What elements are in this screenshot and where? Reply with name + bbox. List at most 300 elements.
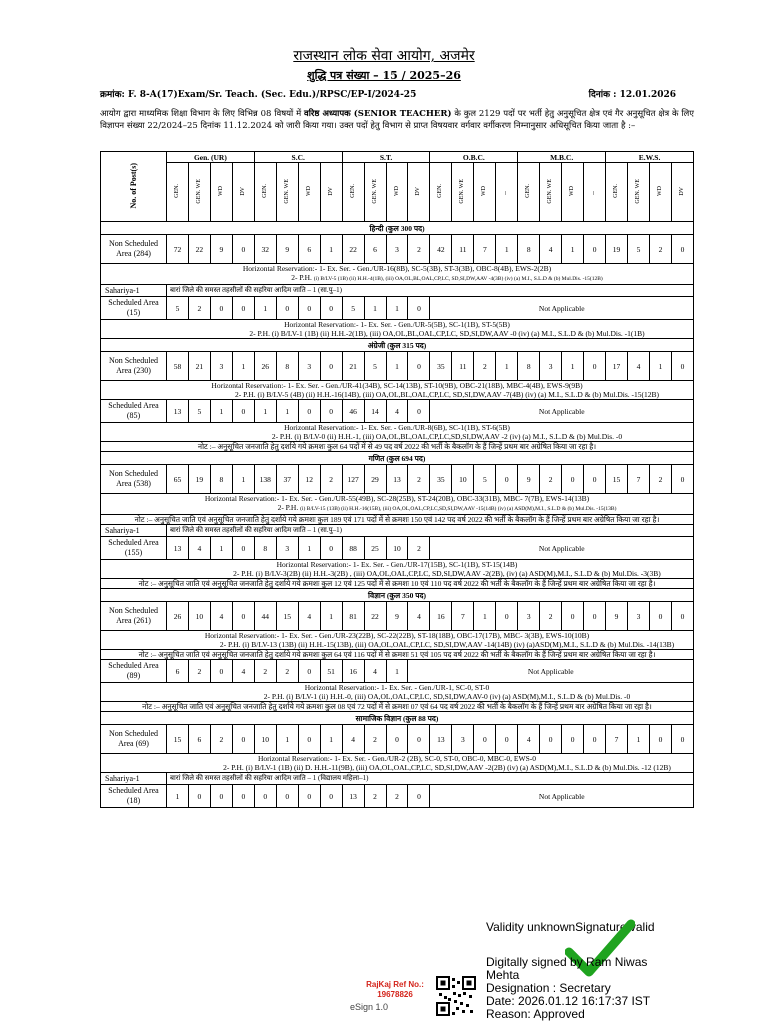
reference-line bbox=[100, 87, 676, 100]
subcategory-header: GEN. bbox=[342, 163, 364, 222]
table-cell: 4 bbox=[188, 537, 210, 560]
table-cell: 2 bbox=[649, 465, 671, 494]
table-cell: 1 bbox=[364, 297, 386, 320]
table-cell: 5 bbox=[474, 465, 496, 494]
table-cell: 1 bbox=[276, 725, 298, 754]
not-applicable: Not Applicable bbox=[430, 297, 694, 320]
table-cell: 8 bbox=[254, 537, 276, 560]
table-cell: 4 bbox=[342, 725, 364, 754]
esign-label: eSign 1.0 bbox=[350, 1002, 389, 1012]
subcategory-header: GEN. WE bbox=[276, 163, 298, 222]
subject-title-row bbox=[101, 222, 694, 235]
table-cell: 0 bbox=[386, 725, 408, 754]
horizontal-reservation-row bbox=[101, 381, 694, 400]
row-label: Scheduled Area (89) bbox=[101, 660, 167, 683]
table-cell: 0 bbox=[298, 785, 320, 808]
table-cell: 25 bbox=[364, 537, 386, 560]
table-cell: 1 bbox=[320, 235, 342, 264]
subcategory-header: GEN. bbox=[518, 163, 540, 222]
table-cell: 0 bbox=[584, 235, 606, 264]
not-applicable: Not Applicable bbox=[430, 537, 694, 560]
table-cell: 13 bbox=[430, 725, 452, 754]
table-cell: 19 bbox=[188, 465, 210, 494]
validity-status: Validity unknownSignature valid bbox=[486, 920, 655, 934]
row-label: Scheduled Area (155) bbox=[101, 537, 167, 560]
row-label: Scheduled Area (18) bbox=[101, 785, 167, 808]
ref-label: क्रमांक: bbox=[100, 90, 125, 100]
table-cell: 0 bbox=[320, 400, 342, 423]
table-cell: 0 bbox=[210, 785, 232, 808]
horizontal-reservation: Horizontal Reservation:- 1- Ex. Ser. - Gen./UR-23(22B), SC-22(22B), ST-18(18B), OBC-17(17B), MBC- 3(3B), EWS-10(10B) 2- P.H. (i) B/LV-13 (13B) (ii) H.H.-15(13B), (iii) OA,OL,OAL,CP,LC, SD,SI,DW,AAV -14(14B) (iv) (a)ASD(M),M.I., S.L.D & (b) Mul.Dis. -14(13B) bbox=[101, 631, 694, 650]
subcategory-header: GEN. bbox=[430, 163, 452, 222]
table-cell: 1 bbox=[649, 352, 671, 381]
table-cell: 138 bbox=[254, 465, 276, 494]
horizontal-reservation: Horizontal Reservation:- 1- Ex. Ser. - Gen./UR-1, SC-0, ST-0 2- P.H. (i) B/LV-1 (ii) H.H.-0, (iii) OA,OL,OAL,CP,LC, SD,SI,DW,AAV-0 (iv) (a) ASD(M),M.I., S.L.D & (b) Mul.Dis. -0 bbox=[101, 683, 694, 702]
table-cell: 1 bbox=[496, 235, 518, 264]
category-header-row bbox=[101, 152, 694, 163]
table-cell: 0 bbox=[584, 465, 606, 494]
intro-bold: वरिष्ठ अध्यापक (SENIOR TEACHER) bbox=[304, 109, 452, 119]
row-label: Non Scheduled Area (230) bbox=[101, 352, 167, 381]
date-value: 12.01.2026 bbox=[619, 90, 676, 100]
category-header: S.T. bbox=[342, 152, 430, 163]
table-cell: 81 bbox=[342, 602, 364, 631]
table-cell: 0 bbox=[232, 725, 254, 754]
row-label: Non Scheduled Area (538) bbox=[101, 465, 167, 494]
horizontal-reservation: Horizontal Reservation:- 1- Ex. Ser. - Gen./UR-5(5B), SC-1(1B), ST-5(5B) 2- P.H. (i) B/LV-1 (1B) (ii) H.H.-2(1B), (iii) OA,OL,BL,OAL,CP,LC, SD,SI,DW,AAV -0 (iv) (a) M.I., S.L.D & (b) Mul.Dis. -1(1B) bbox=[101, 320, 694, 339]
table-cell: 3 bbox=[386, 235, 408, 264]
table-cell: 2 bbox=[364, 785, 386, 808]
table-cell: 0 bbox=[649, 725, 671, 754]
table-cell: 22 bbox=[342, 235, 364, 264]
table-cell: 8 bbox=[518, 352, 540, 381]
subcategory-header: GEN. WE bbox=[628, 163, 650, 222]
table-cell: 8 bbox=[276, 352, 298, 381]
subject-title-row bbox=[101, 339, 694, 352]
table-cell: 0 bbox=[188, 785, 210, 808]
table-cell: 11 bbox=[452, 352, 474, 381]
rajkaj-label: RajKaj Ref No.: bbox=[366, 980, 424, 989]
table-cell: 4 bbox=[364, 660, 386, 683]
signature-line-2: Mehta bbox=[486, 968, 520, 982]
subcategory-header: GEN. WE bbox=[188, 163, 210, 222]
table-cell: 6 bbox=[188, 725, 210, 754]
qr-code-icon bbox=[436, 976, 476, 1016]
subcategory-header-row bbox=[101, 163, 694, 222]
table-cell: 1 bbox=[298, 537, 320, 560]
subcategory-header: DV bbox=[320, 163, 342, 222]
table-cell: 6 bbox=[364, 235, 386, 264]
table-cell: 3 bbox=[628, 602, 650, 631]
subcategory-header: GEN. bbox=[167, 163, 189, 222]
table-cell: 10 bbox=[452, 465, 474, 494]
table-cell: 0 bbox=[540, 725, 562, 754]
table-cell: 0 bbox=[562, 725, 584, 754]
table-cell: 14 bbox=[364, 400, 386, 423]
table-cell: 15 bbox=[167, 725, 189, 754]
sahariya-row bbox=[101, 285, 694, 297]
table-cell: 26 bbox=[254, 352, 276, 381]
note-row bbox=[101, 650, 694, 660]
category-header: O.B.C. bbox=[430, 152, 518, 163]
posts-column-header: No. of Post(s) bbox=[101, 152, 167, 222]
table-cell: 4 bbox=[628, 352, 650, 381]
subcategory-header: DV bbox=[408, 163, 430, 222]
subcategory-header: DV bbox=[671, 163, 693, 222]
table-cell: 0 bbox=[232, 235, 254, 264]
horizontal-reservation-row bbox=[101, 683, 694, 702]
table-cell: 7 bbox=[628, 465, 650, 494]
note-row bbox=[101, 515, 694, 525]
intro-paragraph bbox=[100, 108, 694, 132]
scheduled-row bbox=[101, 785, 694, 808]
table-cell: 2 bbox=[276, 660, 298, 683]
table-cell: 10 bbox=[386, 537, 408, 560]
table-cell: 1 bbox=[320, 602, 342, 631]
table-cell: 35 bbox=[430, 352, 452, 381]
table-cell: 127 bbox=[342, 465, 364, 494]
table-cell: 0 bbox=[562, 602, 584, 631]
table-cell: 11 bbox=[452, 235, 474, 264]
table-cell: 29 bbox=[364, 465, 386, 494]
table-cell: 12 bbox=[298, 465, 320, 494]
table-cell: 4 bbox=[540, 235, 562, 264]
table-cell: 0 bbox=[298, 660, 320, 683]
subcategory-header: GEN. WE bbox=[452, 163, 474, 222]
table-cell: 13 bbox=[342, 785, 364, 808]
note: नोट :– अनुसूचित जाति एवं अनुसूचित जनजाति हेतु दर्शाये गये क्रमशः कुल 189 एवं 171 पदों में से क्रमशः 150 एवं 142 पद वर्ष 2022 की भर्ती के बैकलॉग के हैं जिन्हें प्रथम बार अग्रेषित किया जा रहा है। bbox=[101, 515, 694, 525]
table-cell: 0 bbox=[496, 465, 518, 494]
subcategory-header: WD bbox=[649, 163, 671, 222]
table-cell: 5 bbox=[342, 297, 364, 320]
table-cell: 2 bbox=[320, 465, 342, 494]
table-cell: 5 bbox=[188, 400, 210, 423]
table-cell: 3 bbox=[276, 537, 298, 560]
subcategory-header: GEN. bbox=[606, 163, 628, 222]
table-cell: 2 bbox=[474, 352, 496, 381]
table-cell: 1 bbox=[210, 400, 232, 423]
table-cell: 1 bbox=[496, 352, 518, 381]
table-cell: 1 bbox=[562, 352, 584, 381]
table-cell: 46 bbox=[342, 400, 364, 423]
table-cell: 0 bbox=[210, 297, 232, 320]
horizontal-reservation: Horizontal Reservation:- 1- Ex. Ser. - Gen./UR-2 (2B), SC-0, ST-0, OBC-0, MBC-0, EWS-0 2- P.H. (i) B/LV-1 (1B) (ii) D. H.H.-11(9B), (iii) OA,OL,OAL,CP,LC, SD,SI,DW,AAV -2(2B) (iv) (a) ASD(M),M.I., S.L.D & (b) Mul.Dis. -12 (12B) bbox=[101, 754, 694, 773]
table-cell: 0 bbox=[408, 725, 430, 754]
subcategory-header: GEN. WE bbox=[540, 163, 562, 222]
table-cell: 0 bbox=[408, 400, 430, 423]
date-block bbox=[589, 87, 676, 100]
table-cell: 72 bbox=[167, 235, 189, 264]
table-cell: 19 bbox=[606, 235, 628, 264]
table-cell: 51 bbox=[320, 660, 342, 683]
table-cell: 1 bbox=[474, 602, 496, 631]
table-cell: 1 bbox=[320, 725, 342, 754]
table-cell: 37 bbox=[276, 465, 298, 494]
table-cell: 10 bbox=[254, 725, 276, 754]
table-cell: 3 bbox=[518, 602, 540, 631]
table-cell: 3 bbox=[540, 352, 562, 381]
table-cell: 5 bbox=[167, 297, 189, 320]
table-cell: 35 bbox=[430, 465, 452, 494]
horizontal-reservation-row bbox=[101, 494, 694, 515]
table-cell: 58 bbox=[167, 352, 189, 381]
table-cell: 0 bbox=[408, 297, 430, 320]
table-cell: 8 bbox=[518, 235, 540, 264]
table-cell: 2 bbox=[254, 660, 276, 683]
table-cell: 0 bbox=[408, 785, 430, 808]
table-cell: 7 bbox=[606, 725, 628, 754]
subcategory-header: -- bbox=[584, 163, 606, 222]
horizontal-reservation-row bbox=[101, 754, 694, 773]
not-applicable: Not Applicable bbox=[430, 785, 694, 808]
table-cell: 1 bbox=[562, 235, 584, 264]
subcategory-header: WD bbox=[210, 163, 232, 222]
subject-title: अंग्रेजी (कुल 315 पद) bbox=[101, 339, 694, 352]
horizontal-reservation-row bbox=[101, 320, 694, 339]
signature-date: Date: 2026.01.12 16:17:37 IST bbox=[486, 994, 651, 1008]
non-scheduled-row bbox=[101, 602, 694, 631]
digital-signature bbox=[486, 956, 696, 1021]
signature-reason: Reason: Approved bbox=[486, 1007, 585, 1021]
table-cell: 4 bbox=[518, 725, 540, 754]
ref-number: F. 8-A(17)Exam/Sr. Teach. (Sec. Edu.)/RPSC/EP-I/2024-25 bbox=[128, 90, 417, 100]
table-cell: 42 bbox=[430, 235, 452, 264]
subject-title-row bbox=[101, 452, 694, 465]
category-header: S.C. bbox=[254, 152, 342, 163]
table-cell: 9 bbox=[386, 602, 408, 631]
non-scheduled-row bbox=[101, 725, 694, 754]
table-cell: 3 bbox=[210, 352, 232, 381]
subcategory-header: WD bbox=[562, 163, 584, 222]
subcategory-header: GEN. bbox=[254, 163, 276, 222]
table-cell: 88 bbox=[342, 537, 364, 560]
table-cell: 4 bbox=[210, 602, 232, 631]
table-cell: 0 bbox=[584, 602, 606, 631]
table-cell: 0 bbox=[232, 602, 254, 631]
note: नोट :– अनुसूचित जाति एवं अनुसूचित जनजाति हेतु दर्शाये गये क्रमशः कुल 64 एवं 116 पदों में से क्रमशः 51 एवं 105 पद वर्ष 2022 की भर्ती के बैकलॉग के हैं जिन्हें प्रथम बार अग्रेषित किया जा रहा है। bbox=[101, 650, 694, 660]
note: नोट :– अनुसूचित जाति एवं अनुसूचित जनजाति हेतु दर्शाये गये क्रमशः कुल 12 एवं 125 पदों में से क्रमशः 10 एवं 110 पद वर्ष 2022 की भर्ती के बैकलॉग के हैं जिन्हें प्रथम बार अग्रेषित किया जा रहा है। bbox=[101, 579, 694, 589]
non-scheduled-row bbox=[101, 352, 694, 381]
table-cell: 9 bbox=[210, 235, 232, 264]
corrigendum-number: शुद्धि पत्र संख्या – 15 / 2025–26 bbox=[307, 69, 461, 82]
table-cell: 2 bbox=[210, 725, 232, 754]
table-cell: 1 bbox=[386, 297, 408, 320]
sahariya-row bbox=[101, 525, 694, 537]
table-cell: 15 bbox=[276, 602, 298, 631]
table-cell: 2 bbox=[540, 465, 562, 494]
table-cell: 1 bbox=[386, 660, 408, 683]
subject-title: गणित (कुल 694 पद) bbox=[101, 452, 694, 465]
table-cell: 5 bbox=[364, 352, 386, 381]
subject-title: हिन्दी (कुल 300 पद) bbox=[101, 222, 694, 235]
date-label: दिनांक : bbox=[588, 90, 617, 100]
table-cell: 4 bbox=[298, 602, 320, 631]
subcategory-header: GEN. WE bbox=[364, 163, 386, 222]
sahariya-label: Sahariya-1 bbox=[101, 525, 167, 537]
table-cell: 0 bbox=[276, 785, 298, 808]
horizontal-reservation-row bbox=[101, 560, 694, 579]
table-cell: 9 bbox=[518, 465, 540, 494]
note: नोट :– अनुसूचित जाति एवं अनुसूचित जनजाति हेतु दर्शाये गये क्रमशः कुल 08 एवं 72 पदों में से क्रमशः 07 एवं 64 पद वर्ष 2022 की भर्ती के बैकलॉग के हैं जिन्हें प्रथम बार अग्रेषित किया जा रहा है। bbox=[101, 702, 694, 712]
category-header: M.B.C. bbox=[518, 152, 606, 163]
table-cell: 22 bbox=[188, 235, 210, 264]
horizontal-reservation: Horizontal Reservation:- 1- Ex. Ser. - Gen./UR-8(6B), SC-1(1B), ST-6(5B) 2- P.H. (i) B/LV-0 (ii) H.H.-1, (iii) OA,OL,BL,OAL,CP,LC,SD,SI,DW,AAV -2 (iv) (a) M.I., S.L.D & (b) Mul.Dis. -0 bbox=[101, 423, 694, 442]
subject-title: सामाजिक विज्ञान (कुल 88 पद) bbox=[101, 712, 694, 725]
table-cell: 7 bbox=[452, 602, 474, 631]
table-cell: 0 bbox=[496, 602, 518, 631]
table-cell: 0 bbox=[671, 235, 693, 264]
table-cell: 16 bbox=[430, 602, 452, 631]
table-cell: 21 bbox=[342, 352, 364, 381]
table-cell: 0 bbox=[671, 465, 693, 494]
table-cell: 2 bbox=[649, 235, 671, 264]
sahariya-text: बारां जिले की समस्त तहसीलों की सहरिया आदिम जाति – 1 (सा.पु–1) bbox=[167, 285, 694, 297]
note-row bbox=[101, 579, 694, 589]
posts-table bbox=[100, 151, 694, 808]
horizontal-reservation: Horizontal Reservation:- 1- Ex. Ser. - Gen./UR-16(8B), SC-5(3B), ST-3(3B), OBC-8(4B), EWS-2(2B) 2- P.H. (i) B/LV-5 (1B) (ii) H.H.-4(1B), (iii) OA,OL,BL,OAL,CP,LC, SD,SI,DW,AAV -4(3B) (iv) (a) M.I., S.L.D & (b) Mul.Dis. -15(12B) bbox=[101, 264, 694, 285]
note-row bbox=[101, 442, 694, 452]
category-header: E.W.S. bbox=[606, 152, 694, 163]
table-cell: 17 bbox=[606, 352, 628, 381]
table-cell: 2 bbox=[408, 465, 430, 494]
table-cell: 2 bbox=[408, 537, 430, 560]
table-cell: 0 bbox=[254, 785, 276, 808]
table-cell: 15 bbox=[606, 465, 628, 494]
non-scheduled-row bbox=[101, 465, 694, 494]
not-applicable: Not Applicable bbox=[408, 660, 694, 683]
non-scheduled-row bbox=[101, 235, 694, 264]
table-cell: 0 bbox=[298, 725, 320, 754]
table-cell: 3 bbox=[298, 352, 320, 381]
table-cell: 4 bbox=[386, 400, 408, 423]
table-cell: 0 bbox=[671, 725, 693, 754]
not-applicable: Not Applicable bbox=[430, 400, 694, 423]
row-label: Non Scheduled Area (69) bbox=[101, 725, 167, 754]
sahariya-text: बारां जिले की समस्त तहसीलों की सहरिया आदिम जाति – 1 (सा.पु–1) bbox=[167, 525, 694, 537]
sahariya-label: Sahariya-1 bbox=[101, 285, 167, 297]
table-cell: 2 bbox=[188, 297, 210, 320]
table-cell: 2 bbox=[540, 602, 562, 631]
table-cell: 1 bbox=[232, 352, 254, 381]
table-cell: 0 bbox=[584, 352, 606, 381]
table-cell: 0 bbox=[562, 465, 584, 494]
org-title: राजस्थान लोक सेवा आयोग, अजमेर bbox=[293, 48, 475, 64]
table-cell: 0 bbox=[496, 725, 518, 754]
table-cell: 0 bbox=[232, 785, 254, 808]
sahariya-text: बारां जिले की समस्त तहसीलों की सहरिया आदिम जाति – 1 (विद्यालय महिला–1) bbox=[167, 773, 694, 785]
table-cell: 0 bbox=[232, 537, 254, 560]
subcategory-header: WD bbox=[386, 163, 408, 222]
table-cell: 2 bbox=[188, 660, 210, 683]
table-cell: 16 bbox=[342, 660, 364, 683]
row-label: Scheduled Area (15) bbox=[101, 297, 167, 320]
table-cell: 1 bbox=[254, 400, 276, 423]
table-cell: 1 bbox=[210, 537, 232, 560]
table-cell: 44 bbox=[254, 602, 276, 631]
table-cell: 3 bbox=[452, 725, 474, 754]
table-cell: 0 bbox=[649, 602, 671, 631]
table-cell: 8 bbox=[210, 465, 232, 494]
note-row bbox=[101, 702, 694, 712]
table-cell: 0 bbox=[298, 297, 320, 320]
intro-text-2: के कुल 2129 पदों पर भर्ती हेतु अनुसूचित क्षेत्र एवं गैर अनुसूचित क्षेत्र के लिए विज्ञापन संख्या 22/2024–25 दिनांक 11.12.2024 को जारी किया गया। उक्त पदों हेतु विभाग से प्राप्त विषयवार वर्गवार वर्गीकरण निम्नानुसार अधिसूचित किया जाता है :– bbox=[100, 109, 695, 131]
table-cell: 2 bbox=[364, 725, 386, 754]
table-cell: 0 bbox=[320, 785, 342, 808]
table-cell: 0 bbox=[474, 725, 496, 754]
table-cell: 0 bbox=[408, 352, 430, 381]
table-cell: 26 bbox=[167, 602, 189, 631]
table-cell: 0 bbox=[232, 400, 254, 423]
table-cell: 1 bbox=[167, 785, 189, 808]
table-cell: 7 bbox=[474, 235, 496, 264]
subject-title-row bbox=[101, 712, 694, 725]
table-cell: 5 bbox=[628, 235, 650, 264]
table-cell: 6 bbox=[298, 235, 320, 264]
horizontal-reservation: Horizontal Reservation:- 1- Ex. Ser. - Gen./UR-55(49B), SC-28(25B), ST-24(20B), OBC-33(31B), MBC- 7(7B), EWS-14(13B) 2- P.H. (i) B/LV-15 (13B) (ii) H.H.-16(15B), (iii) OA,OL,OAL,CP,LC,SD,SI,DW,AAV -15(14B) (iv) (a) ASD(M),M.I., S.L.D & (b) Mul.Dis. -15(13B) bbox=[101, 494, 694, 515]
table-cell: 13 bbox=[167, 400, 189, 423]
horizontal-reservation-row bbox=[101, 423, 694, 442]
table-cell: 13 bbox=[386, 465, 408, 494]
table-cell: 4 bbox=[408, 602, 430, 631]
table-cell: 10 bbox=[188, 602, 210, 631]
table-cell: 21 bbox=[188, 352, 210, 381]
signature-line-1: Digitally signed by Ram Niwas bbox=[486, 955, 648, 969]
sahariya-row bbox=[101, 773, 694, 785]
row-label: Non Scheduled Area (284) bbox=[101, 235, 167, 264]
subject-title: विज्ञान (कुल 350 पद) bbox=[101, 589, 694, 602]
category-header: Gen. (UR) bbox=[167, 152, 255, 163]
table-cell: 0 bbox=[298, 400, 320, 423]
sahariya-label: Sahariya-1 bbox=[101, 773, 167, 785]
table-cell: 1 bbox=[232, 465, 254, 494]
scheduled-row bbox=[101, 660, 694, 683]
table-cell: 9 bbox=[276, 235, 298, 264]
rajkaj-number: 19678826 bbox=[377, 990, 413, 999]
table-cell: 1 bbox=[386, 352, 408, 381]
signature-designation: Designation : Secretary bbox=[486, 981, 611, 995]
table-cell: 0 bbox=[320, 297, 342, 320]
table-cell: 22 bbox=[364, 602, 386, 631]
horizontal-reservation: Horizontal Reservation:- 1- Ex. Ser. - Gen./UR-41(34B), SC-14(13B), ST-10(9B), OBC-21(18B), MBC-4(4B), EWS-9(9B) 2- P.H. (i) B/LV-5 (4B) (ii) H.H.-16(14B), (iii) OA,OL,BL,OAL,CP,LC, SD,SI,DW,AAV -7(4B) (iv) (a) M.I., S.L.D & (b) Mul.Dis. -15(12B) bbox=[101, 381, 694, 400]
table-cell: 0 bbox=[232, 297, 254, 320]
intro-text-1: आयोग द्वारा माध्यमिक शिक्षा विभाग के लिए विभिन्न 08 विषयों में bbox=[100, 109, 302, 119]
horizontal-reservation-row bbox=[101, 264, 694, 285]
table-cell: 65 bbox=[167, 465, 189, 494]
scheduled-row bbox=[101, 537, 694, 560]
table-cell: 1 bbox=[276, 400, 298, 423]
table-cell: 4 bbox=[232, 660, 254, 683]
row-label: Non Scheduled Area (261) bbox=[101, 602, 167, 631]
subcategory-header: WD bbox=[298, 163, 320, 222]
subcategory-header: -- bbox=[496, 163, 518, 222]
table-cell: 0 bbox=[320, 352, 342, 381]
table-cell: 0 bbox=[671, 352, 693, 381]
table-cell: 32 bbox=[254, 235, 276, 264]
table-cell: 9 bbox=[606, 602, 628, 631]
rajkaj-ref bbox=[360, 980, 430, 1000]
table-cell: 6 bbox=[167, 660, 189, 683]
note: नोट :– अनुसूचित जनजाति हेतु दर्शाये गये क्रमशः कुल 64 पदों में से 49 पद वर्ष 2022 की भर्ती के बैकलॉग के हैं जिन्हें प्रथम बार अग्रेषित किया जा रहा है। bbox=[101, 442, 694, 452]
row-label: Scheduled Area (85) bbox=[101, 400, 167, 423]
table-cell: 0 bbox=[584, 725, 606, 754]
table-cell: 2 bbox=[408, 235, 430, 264]
scheduled-row bbox=[101, 297, 694, 320]
table-cell: 1 bbox=[628, 725, 650, 754]
table-cell: 0 bbox=[276, 297, 298, 320]
subject-title-row bbox=[101, 589, 694, 602]
table-cell: 0 bbox=[320, 537, 342, 560]
table-cell: 0 bbox=[671, 602, 693, 631]
